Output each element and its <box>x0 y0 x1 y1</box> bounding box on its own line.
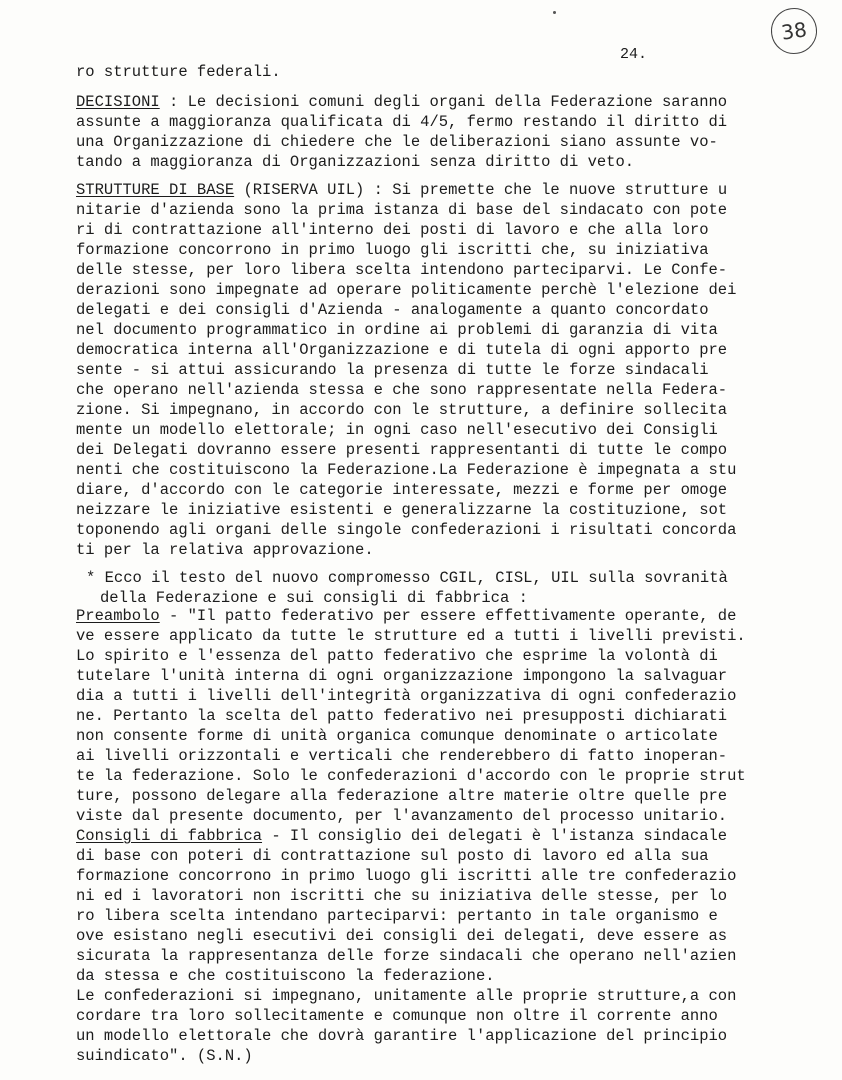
text-line <box>76 606 736 626</box>
text-segment: (RISERVA UIL) : Si premette che le nuove strutture u <box>234 181 728 199</box>
text-line: diare, d'accordo con le categorie interessate, mezzi e forme per omoge <box>76 481 728 499</box>
section-heading-strutture: STRUTTURE DI BASE <box>76 181 235 199</box>
text-line: tutelare l'unità interna di ogni organizzazione impongono la salvaguar <box>76 667 728 685</box>
text-line: della Federazione e sui consigli di fabbrica : <box>100 589 528 607</box>
text-line: dia a tutti i livelli dell'integrità organizzativa di ogni confederazio <box>76 687 737 705</box>
text-line: tando a maggioranza di Organizzazioni senza diritto di veto. <box>76 153 635 171</box>
stamp-number: 38 <box>779 17 809 45</box>
text-line: derazioni sono impegnate ad operare politicamente perchè l'elezione dei <box>76 281 737 299</box>
text-line: dei Delegati dovranno essere presenti rappresentanti di tutte le compo <box>76 441 728 459</box>
text-line: un modello elettorale che dovrà garantire l'applicazione del principio <box>76 1027 728 1045</box>
text-line: democratica interna all'Organizzazione e di tutela di ogni apporto pre <box>76 341 728 359</box>
text-line: una Organizzazione di chiedere che le deliberazioni siano assunte vo- <box>76 133 718 151</box>
text-line: viste dal presente documento, per l'avanzamento del processo unitario. <box>76 807 728 825</box>
text-line: da stessa e che costituiscono la federazione. <box>76 967 495 985</box>
text-line: ti per la relativa approvazione. <box>76 541 374 559</box>
text-line <box>76 92 727 112</box>
text-line: di base con poteri di contrattazione sul posto di lavoro ed alla sua <box>76 847 709 865</box>
text-line: Le confederazioni si impegnano, unitamente alle proprie strutture,a con <box>76 987 737 1005</box>
text-line: ture, possono delegare alla federazione altre materie oltre quelle pre <box>76 787 728 805</box>
text-line: ro strutture federali. <box>76 63 281 81</box>
archive-stamp <box>768 5 820 57</box>
text-line: ro libera scelta intendano parteciparvi: pertanto in tale organismo e <box>76 907 718 925</box>
text-line: delegati e dei consigli d'Azienda - analogamente a quanto concordato <box>76 301 709 319</box>
text-line: ni ed i lavoratori non iscritti che su iniziativa delle stesse, per lo <box>76 887 728 905</box>
text-line: che operano nell'azienda stessa e che sono rappresentate nella Federa- <box>76 381 728 399</box>
text-segment: : Le decisioni comuni degli organi della Federazione saranno <box>159 93 728 111</box>
text-line: sicurata la rappresentanza delle forze sindacali che operano nell'azien <box>76 947 737 965</box>
text-line: ove esistano negli esecutivi dei consigli dei delegati, deve essere as <box>76 927 728 945</box>
text-line: sente - si attui assicurando la presenza di tutte le forze sindacali <box>76 361 709 379</box>
text-line: zione. Si impegnano, in accordo con le strutture, a definire sollecita <box>76 401 728 419</box>
section-heading-decisioni: DECISIONI <box>76 93 160 111</box>
text-line: non consente forme di unità organica comunque denominate o articolate <box>76 727 718 745</box>
text-line: mente un modello elettorale; in ogni caso nell'esecutivo dei Consigli <box>76 421 718 439</box>
text-line: formazione concorrono in primo luogo gli iscritti alle tre confederazio <box>76 867 737 885</box>
text-line: Lo spirito e l'essenza del patto federativo che esprime la volontà di <box>76 647 718 665</box>
text-line: nitarie d'azienda sono la prima istanza di base del sindacato con pote <box>76 201 728 219</box>
text-line: assunte a maggioranza qualificata di 4/5, fermo restando il diritto di <box>76 113 728 131</box>
page-number: 24. <box>620 46 648 63</box>
text-line: ve essere applicato da tutte le strutture ed a tutti i livelli previsti. <box>76 627 746 645</box>
text-line: suindicato". (S.N.) <box>76 1047 253 1065</box>
text-line: toponendo agli organi delle singole confederazioni i risultati concorda <box>76 521 737 539</box>
text-line <box>76 826 727 846</box>
text-segment: - Il consiglio dei delegati è l'istanza sindacale <box>262 827 728 845</box>
text-line: nel documento programmatico in ordine ai problemi di garanzia di vita <box>76 321 718 339</box>
text-line: neizzare le iniziative esistenti e generalizzarne la costituzione, sot <box>76 501 728 519</box>
text-line <box>76 180 727 200</box>
text-segment: - "Il patto federativo per essere effettivamente operante, de <box>159 607 737 625</box>
text-line: nenti che costituiscono la Federazione.La Federazione è impegnata a stu <box>76 461 737 479</box>
speck <box>553 11 556 14</box>
text-line: ne. Pertanto la scelta del patto federativo nei presupposti dichiarati <box>76 707 728 725</box>
section-heading-consigli: Consigli di fabbrica <box>76 827 263 845</box>
text-line: * Ecco il testo del nuovo compromesso CGIL, CISL, UIL sulla sovranità <box>86 569 728 587</box>
text-line: cordare tra loro sollecitamente e comunque non oltre il corrente anno <box>76 1007 718 1025</box>
text-line: ai livelli orizzontali e verticali che renderebbero di fatto inoperan- <box>76 747 728 765</box>
section-heading-preambolo: Preambolo <box>76 607 160 625</box>
text-line: ri di contrattazione all'interno dei posti di lavoro e che alla loro <box>76 221 709 239</box>
text-line: formazione concorrono in primo luogo gli iscritti che, su iniziativa <box>76 241 709 259</box>
text-line: delle stesse, per loro libera scelta intendono parteciparvi. Le Confe- <box>76 261 728 279</box>
text-line: te la federazione. Solo le confederazioni d'accordo con le proprie strut <box>76 767 746 785</box>
